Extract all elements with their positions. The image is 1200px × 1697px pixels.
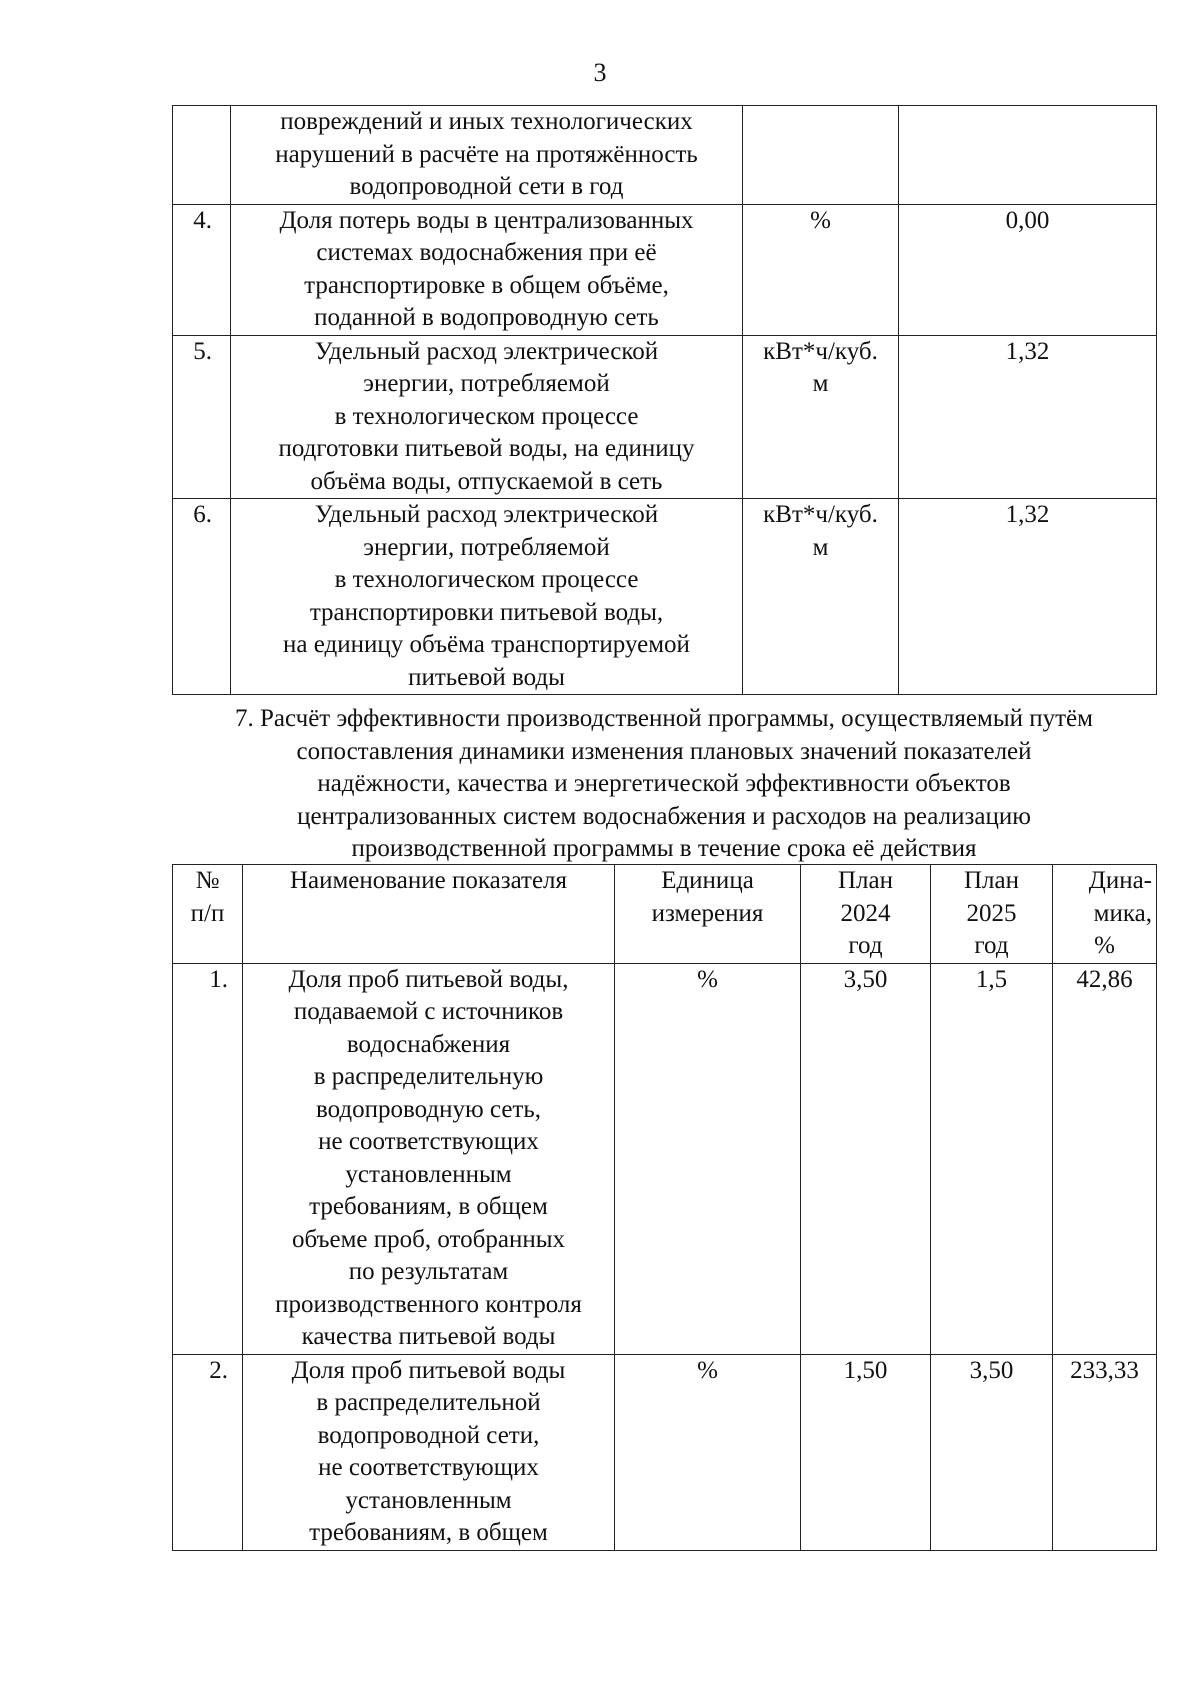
table-row bbox=[173, 499, 1157, 695]
indicator-name-line: качества питьевой воды bbox=[301, 1323, 556, 1350]
indicator-unit bbox=[743, 499, 899, 695]
indicator-name-line: установленным bbox=[345, 1160, 512, 1188]
indicator-name-line: энергии, потребляемой bbox=[363, 370, 610, 397]
header-line: Единица bbox=[661, 867, 754, 894]
row-number: 5. bbox=[173, 335, 231, 499]
indicator-name-line: производственного контроля bbox=[275, 1290, 582, 1318]
indicator-unit-line: м bbox=[812, 533, 829, 561]
row-number: 1. bbox=[173, 963, 243, 1354]
indicator-name bbox=[231, 106, 743, 205]
indicator-name-line: Доля проб питьевой воды bbox=[291, 1356, 566, 1384]
table-row bbox=[173, 204, 1157, 335]
indicator-unit bbox=[743, 106, 899, 205]
indicator-name-line: водоснабжения bbox=[346, 1030, 511, 1058]
indicator-unit-line: % bbox=[810, 206, 831, 234]
indicator-name-line: в технологическом процессе bbox=[334, 402, 639, 430]
header-line: План bbox=[963, 867, 1019, 894]
indicator-name-line: питьевой воды bbox=[408, 663, 565, 691]
indicator-name-line: подготовки питьевой воды, на единицу bbox=[278, 435, 695, 462]
indicator-name-line: в распределительной bbox=[316, 1389, 541, 1416]
row-number: 2. bbox=[173, 1354, 243, 1550]
section-heading-line: 7. Расчёт эффективности производственной программы, осуществляемый путём bbox=[235, 705, 1093, 732]
header-line: 2024 bbox=[840, 899, 891, 927]
indicator-name-line: Удельный расход электрической bbox=[314, 501, 659, 528]
indicator-name-line: по результатам bbox=[348, 1258, 509, 1285]
indicator-name-line: объеме проб, отобранных bbox=[291, 1225, 566, 1253]
header-line: год bbox=[974, 932, 1009, 959]
section-heading-line: централизованных систем водоснабжения и расходов на реализацию bbox=[297, 802, 1031, 830]
indicator-unit bbox=[743, 204, 899, 335]
row-number: 4. bbox=[173, 204, 231, 335]
indicator-name-line: подаваемой с источников bbox=[293, 998, 564, 1025]
indicator-name-line: на единицу объёма транспортируемой bbox=[283, 631, 690, 658]
indicator-value bbox=[899, 106, 1157, 205]
row-number: 6. bbox=[173, 499, 231, 695]
indicator-name bbox=[231, 335, 743, 499]
header-line: Дина- bbox=[1088, 867, 1152, 894]
indicator-name-line: нарушений в расчёте на протяжённость bbox=[275, 140, 698, 168]
plan-2024-value: 1,50 bbox=[801, 1354, 931, 1550]
header-line: Наименование показателя bbox=[289, 867, 568, 894]
indicator-name-line: поданной в водопроводную сеть bbox=[314, 304, 659, 331]
header-dynamics bbox=[1053, 865, 1157, 964]
indicator-name-line: системах водоснабжения при её bbox=[316, 239, 657, 266]
header-line: год bbox=[848, 932, 883, 959]
header-line: п/п bbox=[190, 899, 225, 927]
dynamics-value: 233,33 bbox=[1053, 1354, 1157, 1550]
table-row bbox=[173, 1354, 1157, 1550]
row-number bbox=[173, 106, 231, 205]
indicator-name-line: требованиям, в общем bbox=[309, 1193, 548, 1220]
indicator-name-line: транспортировки питьевой воды, bbox=[309, 598, 664, 626]
indicator-name-line: Доля потерь воды в централизованных bbox=[279, 206, 694, 234]
indicator-name-line: не соответствующих bbox=[318, 1128, 539, 1155]
indicators-table-continued bbox=[172, 105, 1157, 695]
efficiency-table bbox=[172, 864, 1157, 1551]
dynamics-value: 42,86 bbox=[1053, 963, 1157, 1354]
indicator-value: 1,32 bbox=[899, 335, 1157, 499]
indicator-name bbox=[231, 499, 743, 695]
section-7-heading bbox=[172, 703, 1156, 866]
header-line: План bbox=[837, 867, 893, 894]
indicator-name bbox=[231, 204, 743, 335]
header-plan-2024 bbox=[801, 865, 931, 964]
plan-2024-value: 3,50 bbox=[801, 963, 931, 1354]
header-line: мика, bbox=[1093, 899, 1152, 927]
table-row bbox=[173, 106, 1157, 205]
indicator-name-line: требованиям, в общем bbox=[309, 1519, 548, 1546]
header-row-number bbox=[173, 865, 243, 964]
indicator-name-line: Доля проб питьевой воды, bbox=[288, 965, 569, 993]
indicator-name-line: не соответствующих bbox=[318, 1454, 539, 1481]
indicator-name-line: водопроводную сеть, bbox=[315, 1095, 542, 1123]
table-row bbox=[173, 963, 1157, 1354]
header-unit bbox=[615, 865, 801, 964]
indicator-name-line: водопроводной сети, bbox=[317, 1421, 540, 1449]
header-indicator-name bbox=[243, 865, 615, 964]
indicator-unit: % bbox=[615, 963, 801, 1354]
indicator-unit-line: кВт*ч/куб. bbox=[763, 337, 878, 365]
indicator-name-line: энергии, потребляемой bbox=[363, 533, 610, 561]
section-heading-line: сопоставления динамики изменения плановых значений показателей bbox=[296, 737, 1032, 765]
indicator-unit-line: м bbox=[812, 370, 829, 397]
table-row bbox=[173, 335, 1157, 499]
indicator-name-line: повреждений и иных технологических bbox=[280, 108, 693, 135]
header-line: 2025 bbox=[966, 899, 1017, 927]
header-line: № bbox=[195, 867, 220, 894]
page-number: 3 bbox=[593, 58, 607, 87]
plan-2025-value: 3,50 bbox=[931, 1354, 1053, 1550]
indicator-unit: % bbox=[615, 1354, 801, 1550]
header-line: % bbox=[1094, 932, 1115, 959]
indicator-value: 0,00 bbox=[899, 204, 1157, 335]
indicator-value: 1,32 bbox=[899, 499, 1157, 695]
section-heading-line: надёжности, качества и энергетической эффективности объектов bbox=[317, 770, 1011, 797]
indicator-name-line: установленным bbox=[345, 1486, 512, 1514]
header-plan-2025 bbox=[931, 865, 1053, 964]
header-line: измерения bbox=[651, 899, 764, 927]
indicator-name-line: Удельный расход электрической bbox=[314, 337, 659, 365]
indicator-name-line: в распределительную bbox=[313, 1063, 544, 1090]
indicator-name-line: объёма воды, отпускаемой в сеть bbox=[310, 467, 663, 495]
plan-2025-value: 1,5 bbox=[931, 963, 1053, 1354]
indicator-name bbox=[243, 1354, 615, 1550]
indicator-unit bbox=[743, 335, 899, 499]
indicator-name-line: водопроводной сети в год bbox=[349, 173, 624, 200]
table-header-row bbox=[173, 865, 1157, 964]
indicator-name bbox=[243, 963, 615, 1354]
section-heading-line: производственной программы в течение срока её действия bbox=[351, 835, 977, 862]
indicator-name-line: транспортировке в общем объёме, bbox=[304, 271, 669, 299]
indicator-name-line: в технологическом процессе bbox=[334, 566, 639, 593]
indicator-unit-line: кВт*ч/куб. bbox=[763, 501, 878, 528]
